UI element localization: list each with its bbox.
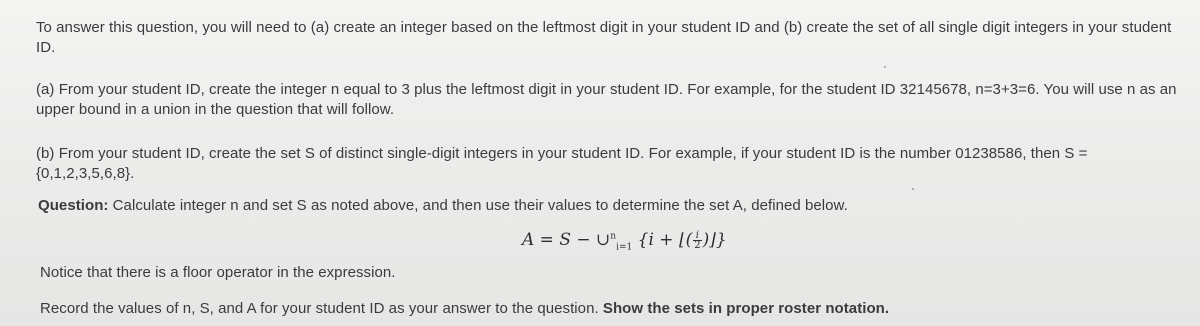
notice-text: Notice that there is a floor operator in the expression. [40,264,396,281]
part-a-line-1: (a) From your student ID, create the integer n equal to 3 plus the leftmost digit in your student ID. For example, for the student ID 32145678, n=3+3=6. You will use n as an [36,81,1177,98]
part-b-line-1: (b) From your student ID, create the set S of distinct single-digit integers in your student ID. For example, if your student ID is the number 01238586, then S = [36,145,1088,162]
question-paragraph [38,196,848,216]
record-text: Record the values of n, S, and A for your student ID as your answer to the question. [40,300,603,317]
question-text: Calculate integer n and set S as noted above, and then use their values to determine the set A, defined below. [108,197,848,214]
question-label: Question: [38,197,109,214]
part-a-line-2: upper bound in a union in the question that will follow. [36,101,395,118]
formula-open: {i + ⌊( [632,230,693,250]
formula-union-upper: n [610,231,617,242]
dust-speck [884,66,886,68]
part-b-paragraph [36,144,1088,184]
record-paragraph [40,299,889,319]
formula-fraction [693,231,701,250]
intro-paragraph [36,18,1171,58]
formula-fraction-numerator: i [693,231,701,241]
set-a-formula [522,230,727,252]
formula-lhs: A = S − ∪ [522,230,611,250]
formula-union-lower: i=1 [616,242,633,253]
notice-paragraph [40,263,396,283]
part-b-line-2: {0,1,2,3,5,6,8}. [36,165,135,182]
part-a-paragraph [36,80,1177,120]
dust-speck [912,188,914,190]
record-bold-text: Show the sets in proper roster notation. [602,300,890,317]
formula-close: )⌋} [702,230,727,250]
intro-line-2: ID. [36,39,56,56]
formula-fraction-denominator: 2 [694,240,701,251]
intro-line-1: To answer this question, you will need to (a) create an integer based on the leftmost digit in your student ID and (b) create the set of all single digit integers in your student [36,19,1172,36]
